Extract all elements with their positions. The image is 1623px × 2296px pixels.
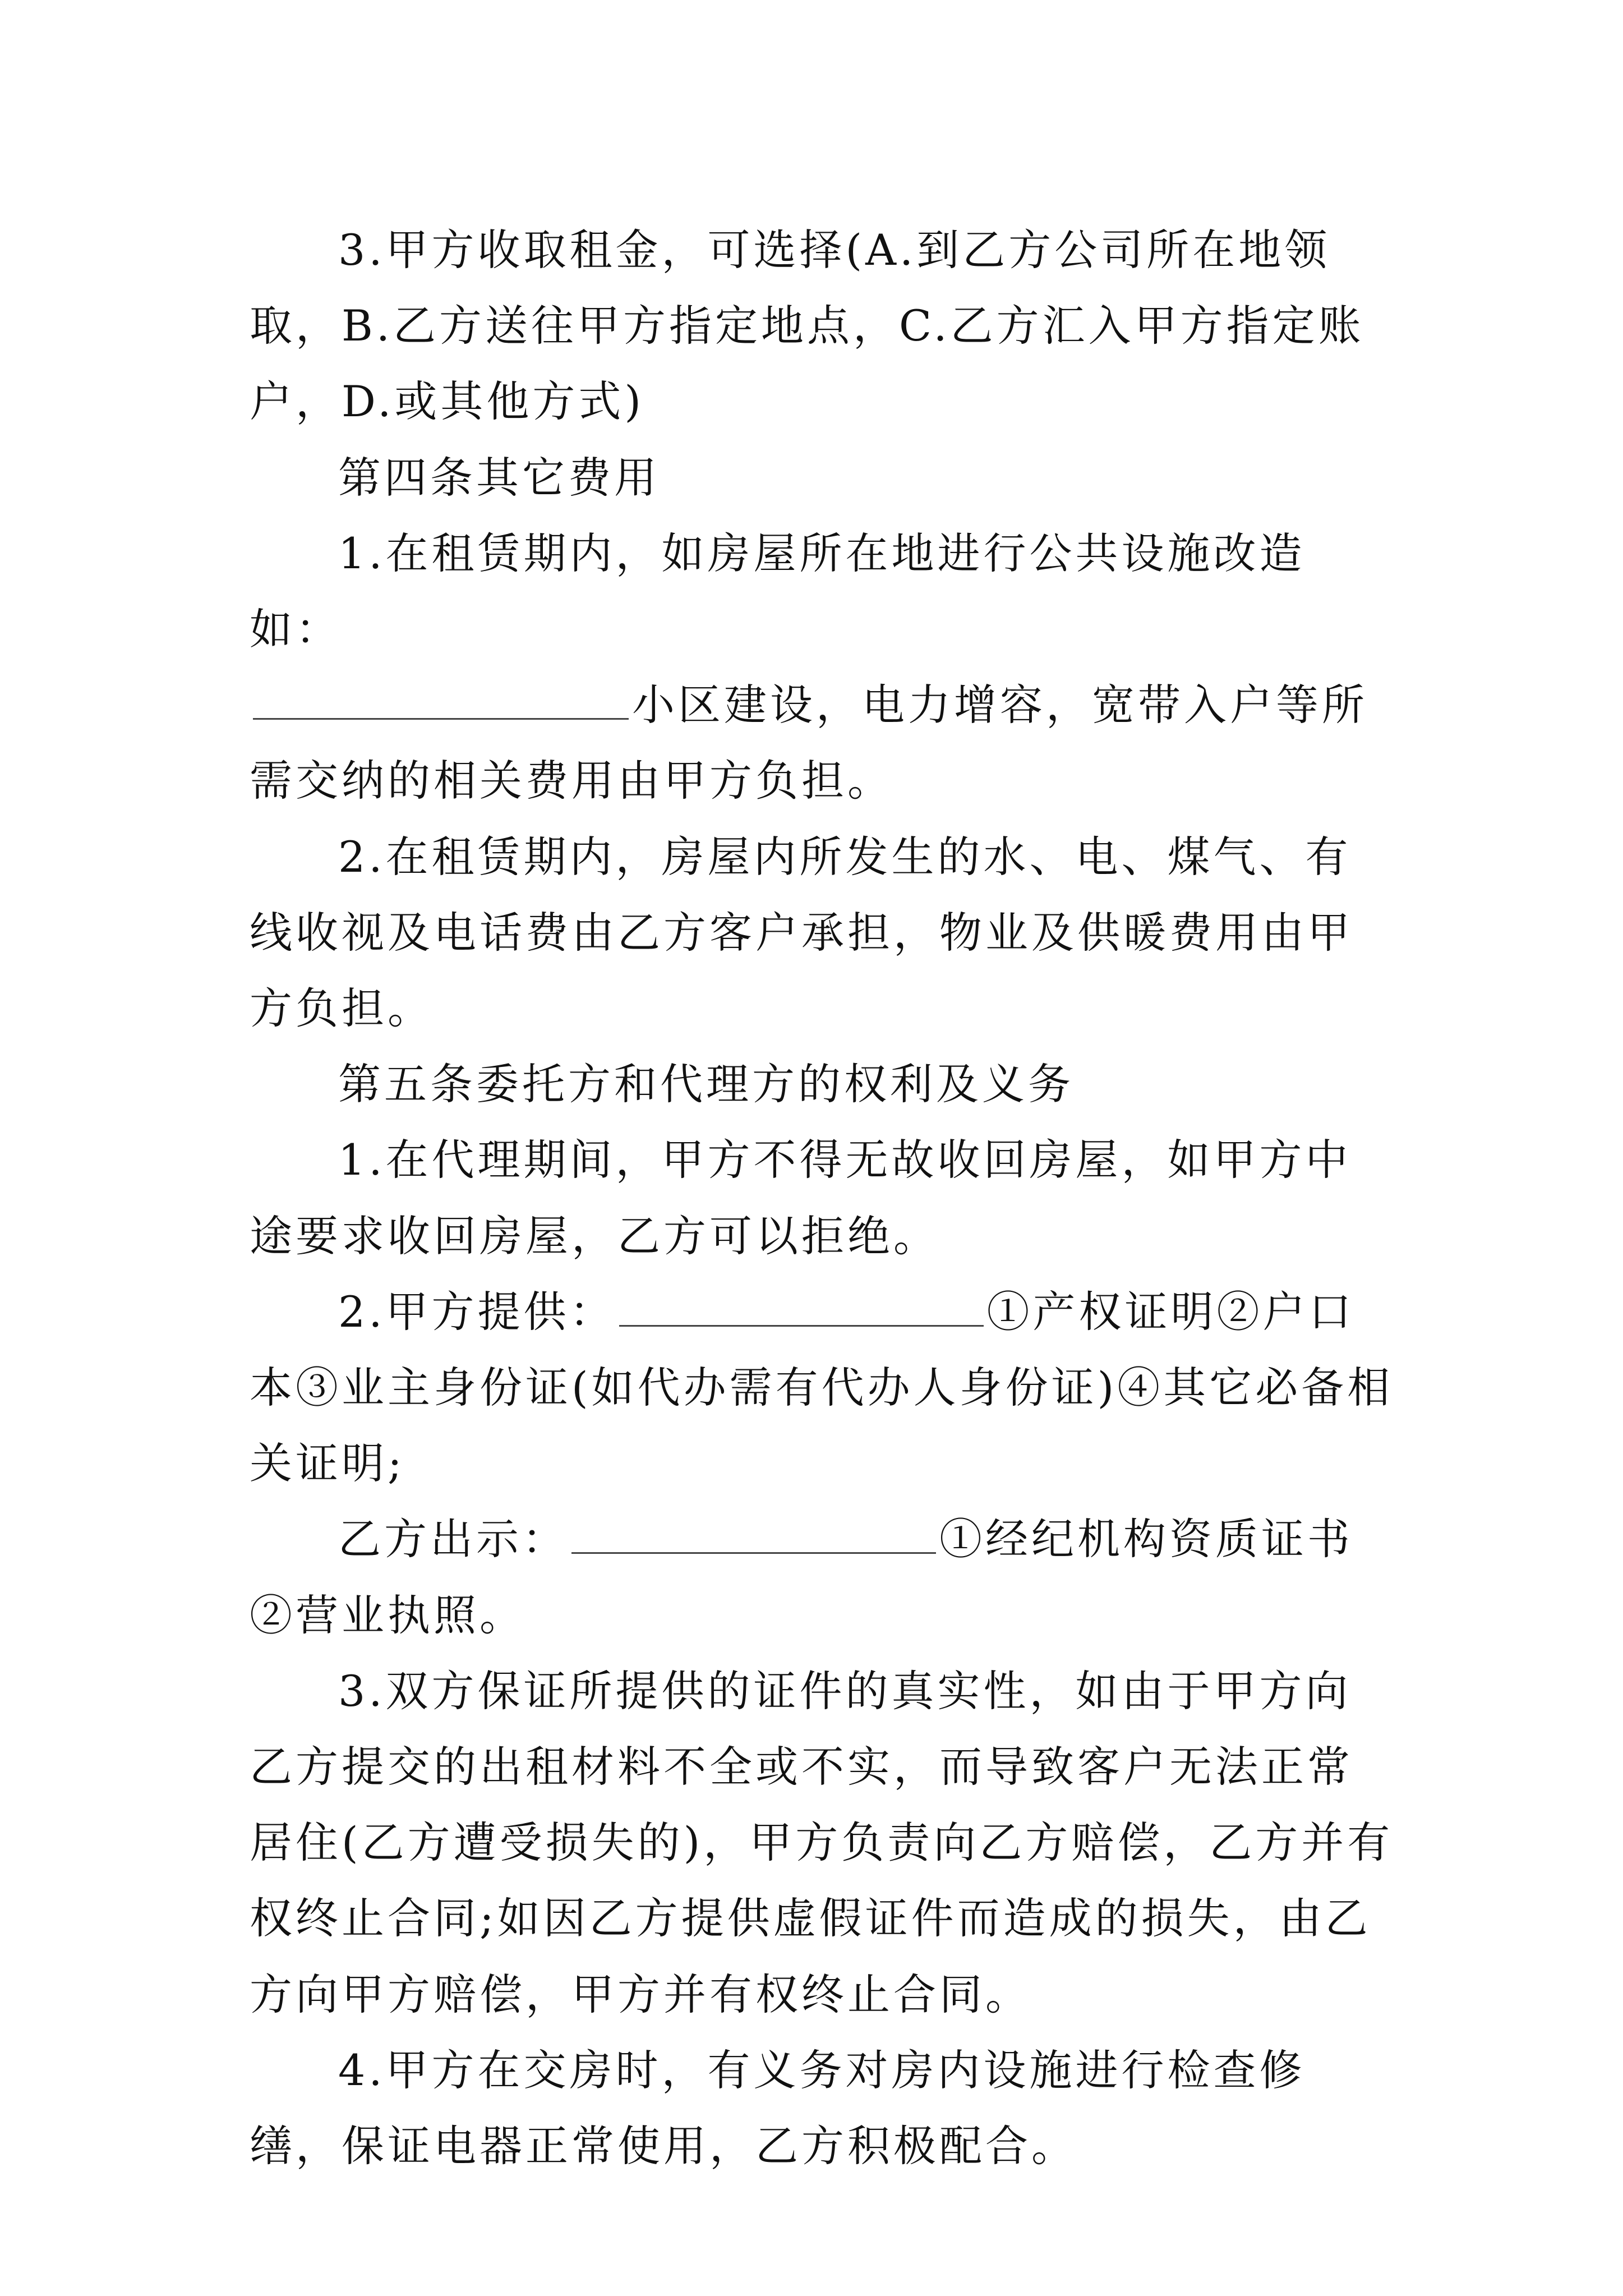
paragraph-text: 1.在代理期间，甲方不得无故收回房屋，如甲方中途要求收回房屋，乙方可以拒绝。: [250, 1135, 1352, 1261]
paragraph-text: 3.双方保证所提供的证件的真实性，如由于甲方向乙方提交的出租材料不全或不实，而导致客户无法正常居住(乙方遭受损失的)，甲方负责向乙方赔偿，乙方并有权终止合同;如因乙方提供虚假证件而造成的损失，由乙方向甲方赔偿，甲方并有权终止合同。: [250, 1665, 1394, 2019]
paragraph-utility-fees: [250, 819, 1394, 1047]
paragraph-party-a-provides: [250, 1274, 1394, 1502]
fill-in-blank: [571, 1513, 936, 1554]
section-heading-other-fees: [250, 440, 1394, 516]
paragraph-text: ①产权证明②户口本③业主身份证(如代办需有代办人身份证)④其它必备相关证明;: [250, 1286, 1394, 1489]
document-body: [250, 212, 1394, 2184]
paragraph-handover-inspection: [250, 2032, 1394, 2184]
heading-text: 第五条委托方和代理方的权利及义务: [338, 1059, 1074, 1110]
paragraph-no-recall: [250, 1122, 1394, 1273]
paragraph-public-facilities: [250, 516, 1394, 819]
fill-in-blank: [619, 1286, 984, 1327]
paragraph-text: 2.在租赁期内，房屋内所发生的水、电、煤气、有线收视及电话费由乙方客户承担，物业及供暖费用由甲方负担。: [250, 831, 1353, 1034]
section-heading-rights-obligations: [250, 1046, 1394, 1122]
paragraph-document-authenticity: [250, 1653, 1394, 2032]
heading-text: 第四条其它费用: [338, 452, 660, 503]
paragraph-text: 小区建设，电力增容，宽带入户等所需交纳的相关费用由甲方负担。: [250, 680, 1368, 806]
paragraph-party-b-shows: [250, 1501, 1394, 1653]
paragraph-text: 3.甲方收取租金，可选择(A.到乙方公司所在地领取，B.乙方送往甲方指定地点，C.乙方汇入甲方指定账户，D.或其他方式): [250, 225, 1364, 427]
paragraph-rent-collection: [250, 212, 1394, 440]
paragraph-text: 1.在租赁期内，如房屋所在地进行公共设施改造如：: [250, 528, 1306, 655]
paragraph-text: ①经纪机构资质证书②营业执照。: [250, 1514, 1353, 1640]
paragraph-text: 乙方出示：: [338, 1514, 568, 1565]
fill-in-blank: [253, 679, 629, 720]
paragraph-text: 4.甲方在交房时，有义务对房内设施进行检查修缮，保证电器正常使用，乙方积极配合。: [250, 2045, 1306, 2171]
paragraph-text: 2.甲方提供：: [338, 1286, 616, 1337]
